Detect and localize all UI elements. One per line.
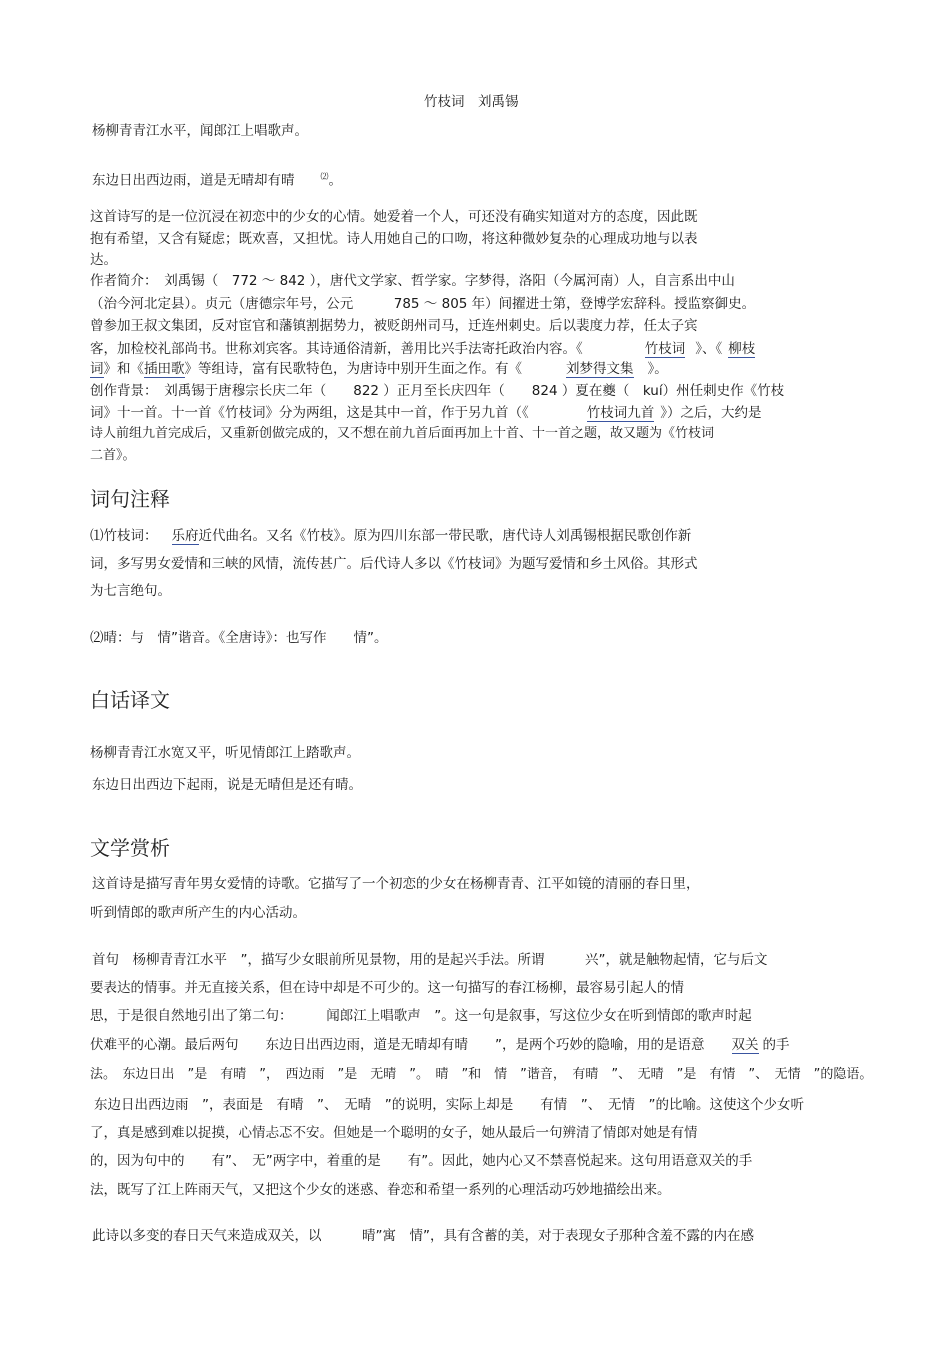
note-1-label: ⑴竹枝词： (90, 528, 158, 544)
background-text: 词》十一首。十一首《竹枝词》分为两组，这是其中一首，作于另九首（《 (90, 405, 529, 421)
section-heading-appreciation: 文学赏析 (90, 836, 170, 860)
appreciation-line: 法，既写了江上阵雨天气，又把这个少女的迷惑、眷恋和希望一系列的心理活动巧妙地描绘出来。 (90, 1182, 671, 1198)
appreciation-line: 听到情郎的歌声所产生的内心活动。 (90, 905, 306, 921)
note-1-line: 为七言绝句。 (90, 583, 171, 599)
link-liumengde-wenji[interactable]: 刘梦得文集 (566, 361, 634, 377)
link-zhuzhici[interactable]: 竹枝词 (644, 341, 686, 357)
author-line: （治今河北定县）。贞元（唐德宗年号，公元 785 ～ 805 年）间擢进士第，登博学宏辞科。授监察御史。 (90, 296, 756, 312)
note-1-line (90, 526, 691, 546)
translation-line: 杨柳青青江水宽又平，听见情郎江上踏歌声。 (90, 745, 360, 761)
appreciation-line: 东边日出西边雨 ”，表面是 有晴 ”、 无晴 ”的说明，实际上却是 有情 ”、 无情 ”的比喻。这使这个少女听 (94, 1097, 804, 1113)
note-1-line: 词，多写男女爱情和三峡的风情，流传甚广。后代诗人多以《竹枝词》为题写爱情和乡土风俗。其形式 (90, 556, 698, 572)
appreciation-line: 的，因为句中的 有”、 无”两字中，着重的是 有”。因此，她内心又不禁喜悦起来。这句用语意双关的手 (90, 1153, 753, 1169)
author-line: 作者简介： 刘禹锡（ 772 ～ 842 ），唐代文学家、哲学家。字梦得，洛阳（今属河南）人，自言系出中山 (90, 273, 735, 289)
intro-line: 这首诗写的是一位沉浸在初恋中的少女的心情。她爱着一个人，可还没有确实知道对方的态度，因此既 (90, 209, 698, 225)
author-text: 》。 (647, 361, 668, 377)
background-line (90, 403, 762, 423)
poem-line-2 (92, 167, 342, 191)
translation-line: 东边日出西边下起雨，说是无晴但是还有晴。 (92, 777, 362, 793)
poem-line-2-text: 东边日出西边雨，道是无晴却有晴 (92, 172, 295, 189)
appreciation-line: 此诗以多变的春日天气来造成双关，以 晴”寓 情”，具有含蓄的美，对于表现女子那种含羞不露的内在感 (92, 1228, 754, 1244)
background-line: 二首》。 (90, 448, 136, 463)
author-text: 》、《 (695, 341, 723, 357)
author-text: 客，加检校礼部尚书。世称刘宾客。其诗通俗清新，善用比兴手法寄托政治内容。《 (90, 341, 583, 357)
section-heading-notes: 词句注释 (90, 487, 170, 511)
note-ref-2[interactable]: ⑵ (320, 172, 329, 181)
appreciation-line: 法。 东边日出 ”是 有晴 ”， 西边雨 ”是 无晴 ”。 晴 ”和 情 ”谐音， 有晴 ”、 无晴 ”是 有情 ”、 无情 ”的隐语。 (90, 1067, 873, 1082)
appreciation-line: 了，真是感到难以捉摸，心情忐忑不安。但她是一个聪明的女子，她从最后一句辨清了情郎对她是有情 (90, 1125, 698, 1141)
poem-line-2-end: 。 (328, 172, 342, 189)
link-chatiange[interactable]: 插田歌 (144, 361, 185, 377)
link-zhuzhici-jiushou[interactable]: 竹枝词九首 (586, 405, 655, 421)
note-2-line: ⑵晴：与 情”谐音。《全唐诗》：也写作 情”。 (90, 630, 388, 646)
background-text: 》）之后，大约是 (660, 405, 762, 421)
link-shuangguan[interactable]: 双关 (731, 1037, 759, 1053)
appreciation-line (90, 1035, 790, 1055)
appreciation-line: 首句 杨柳青青江水平 ”，描写少女眼前所见景物，用的是起兴手法。所谓 兴”，就是触物起情，它与后文 (92, 952, 768, 968)
appreciation-line: 思，于是很自然地引出了第二句： 闻郎江上唱歌声 ”。这一句是叙事，写这位少女在听到情郎的歌声时起 (90, 1008, 752, 1024)
author-line (90, 359, 668, 379)
section-heading-translation: 白话译文 (90, 688, 170, 712)
link-liuzhici[interactable]: 柳枝 (728, 341, 756, 357)
background-line: 创作背景： 刘禹锡于唐穆宗长庆二年（ 822 ）正月至长庆四年（ 824 ）夏在夔（ kuí）州任刺史作《竹枝 (90, 383, 785, 399)
intro-line: 抱有希望，又含有疑虑；既欢喜，又担忧。诗人用她自己的口吻，将这种微妙复杂的心理成功地与以表 (90, 231, 698, 247)
author-line (90, 339, 755, 359)
link-yuefu[interactable]: 乐府 (171, 528, 199, 544)
appreciation-line: 要表达的情事。并无直接关系，但在诗中却是不可少的。这一句描写的春江杨柳，最容易引起人的情 (90, 980, 684, 996)
appreciation-text: 伏难平的心潮。最后两句 东边日出西边雨，道是无晴却有晴 ”，是两个巧妙的隐喻，用的是语意 (90, 1037, 732, 1053)
note-1-text: 近代曲名。又名《竹枝》。原为四川东部一带民歌，唐代诗人刘禹锡根据民歌创作新 (198, 528, 692, 544)
intro-line: 达。 (90, 252, 117, 268)
link-liuzhici-cont[interactable]: 词 (90, 361, 104, 377)
appreciation-line: 这首诗是描写青年男女爱情的诗歌。它描写了一个初恋的少女在杨柳青青、江平如镜的清丽的春日里， (92, 876, 700, 892)
poem-line-1: 杨柳青青江水平，闻郎江上唱歌声。 (92, 123, 308, 139)
page-title: 竹枝词 刘禹锡 (424, 94, 519, 110)
author-text: 》等组诗，富有民歌特色，为唐诗中别开生面之作。有《 (184, 361, 522, 377)
background-line: 诗人前组九首完成后，又重新创做完成的，又不想在前九首后面再加上十首、十一首之题，故又题为《竹枝词 (90, 426, 715, 441)
author-line: 曾参加王叔文集团，反对宦官和藩镇割据势力，被贬朗州司马，迁连州刺史。后以裴度力荐，任太子宾 (90, 318, 698, 334)
author-text: 》和《 (103, 361, 144, 377)
appreciation-text: 的手 (762, 1037, 790, 1053)
